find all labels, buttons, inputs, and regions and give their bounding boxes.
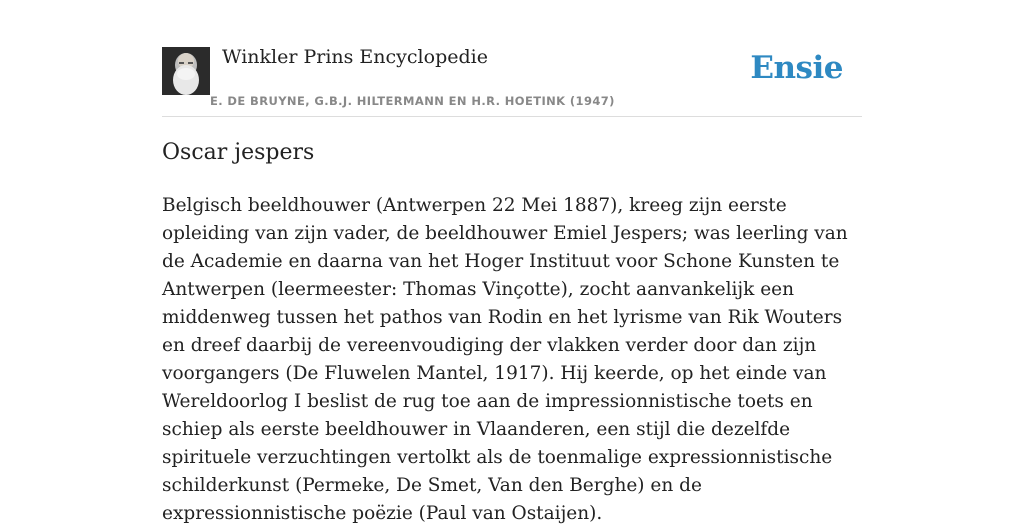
site-header xyxy=(162,44,862,117)
article-title: Oscar jespers xyxy=(162,140,315,165)
site-title[interactable]: Winkler Prins Encyclopedie xyxy=(222,46,488,68)
article-body: Belgisch beeldhouwer (Antwerpen 22 Mei 1887), kreeg zijn eerste opleiding van zijn vader, de beeldhouwer Emiel Jespers; was leerling van de Academie en daarna van het Hoger Instituut voor Schone Kunsten te Antwerpen (leermeester: Thomas Vinçotte), zocht aanvankelijk een middenweg tussen het pathos van Rodin en het lyrisme van Rik Wouters en dreef daarbij de vereenvoudiging der vlakken verder door dan zijn voorgangers (De Fluwelen Mantel, 1917). Hij keerde, op het einde van Wereldoorlog I beslist de rug toe aan de impressionnistische toets en schiep als eerste beeldhouwer in Vlaanderen, een stijl die dezelfde spirituele verzuchtingen vertolkt als de toenmalige expressionnistische schilderkunst (Permeke, De Smet, Van den Berghe) en de expressionnistische poëzie (Paul van Ostaijen). xyxy=(162,195,848,524)
author-avatar-icon xyxy=(162,47,210,95)
ensie-logo[interactable]: Ensie xyxy=(750,50,843,86)
site-subtitle: E. DE BRUYNE, G.B.J. HILTERMANN EN H.R. HOETINK (1947) xyxy=(210,94,615,108)
